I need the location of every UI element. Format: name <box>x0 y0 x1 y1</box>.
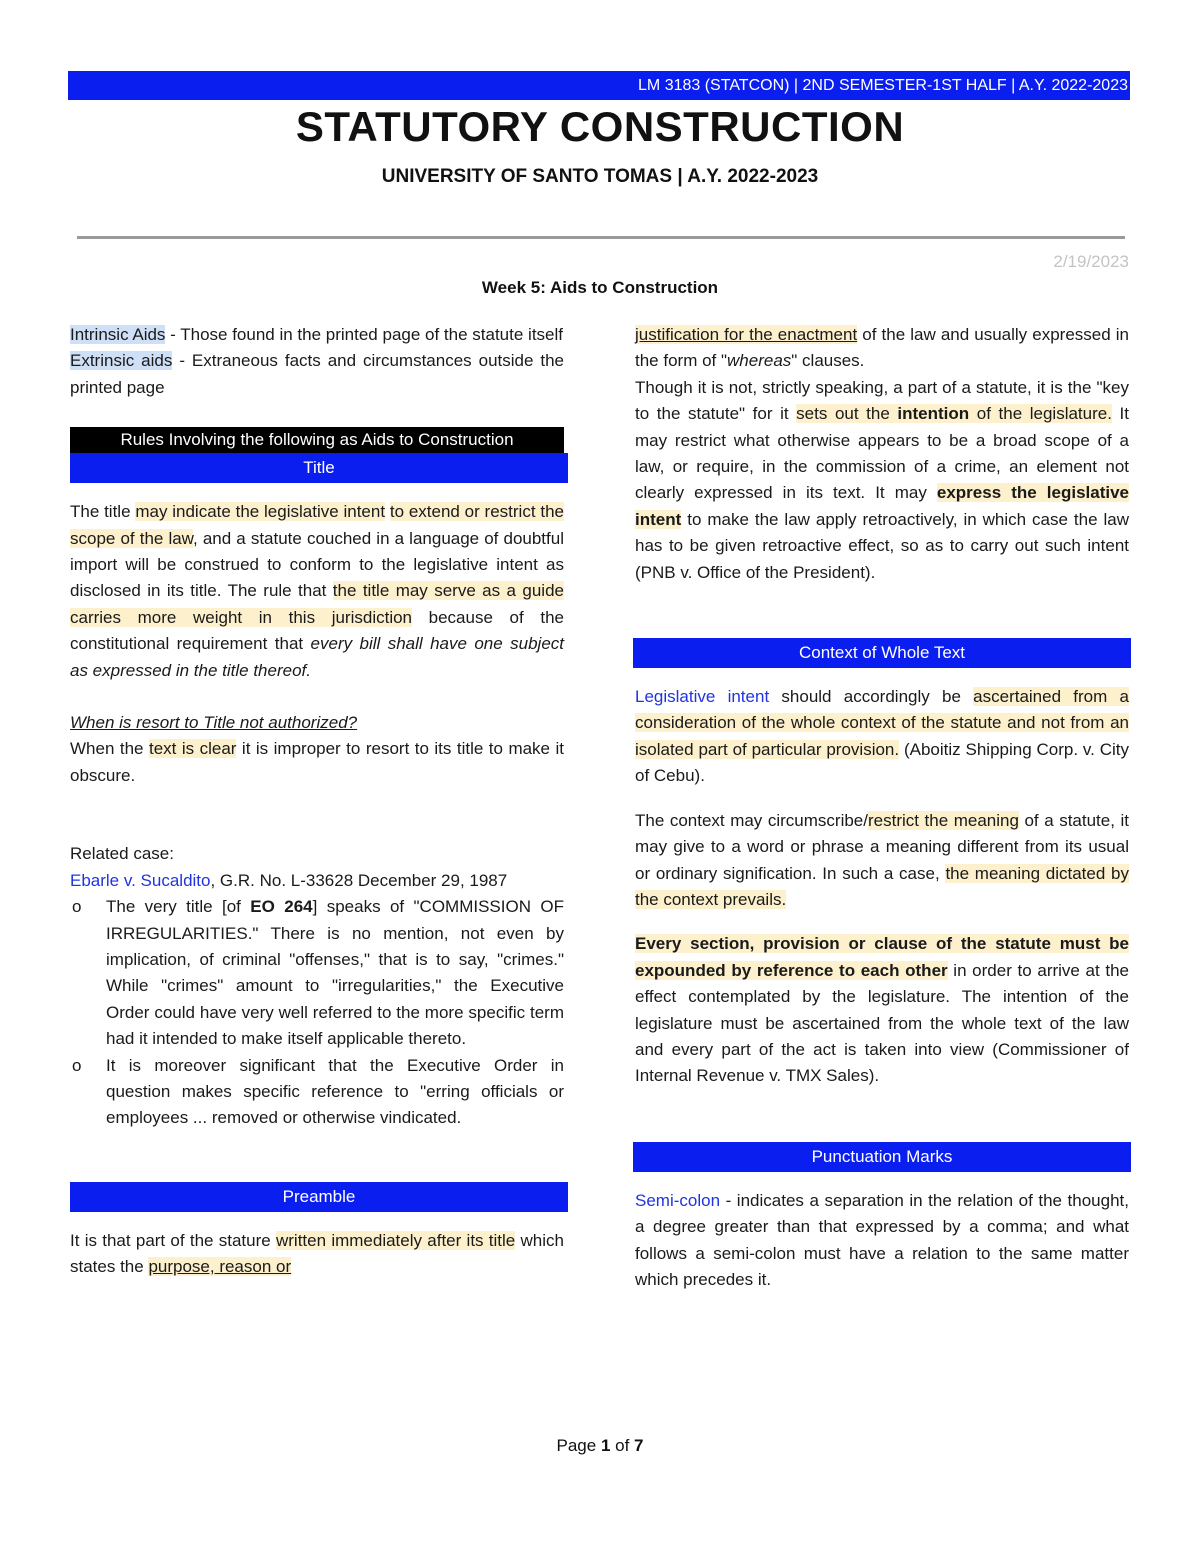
preamble-paragraph: It is that part of the stature written immediately after its title which states the purpose, reason or <box>70 1230 564 1277</box>
course-header-bar <box>68 71 1130 100</box>
rules-heading-bar: Rules Involving the following as Aids to Construction <box>70 427 564 453</box>
course-line: LM 3183 (STATCON) | 2ND SEMESTER-1ST HALF | A.Y. 2022-2023 <box>638 77 1128 94</box>
document-subtitle: UNIVERSITY OF SANTO TOMAS | A.Y. 2022-2023 <box>381 166 819 187</box>
case-bullets <box>70 894 564 1132</box>
title-paragraph: The title may indicate the legislative intent to extend or restrict the scope of the law, and a statute couched in a language of doubtful import will be construed to conform to the legislative intent as disclosed in its title. The rule that the title may serve as a guide carries more weight in this jurisdiction because of the constitutional requirement that every bill shall have one subject as expressed in the title thereof. <box>70 502 564 680</box>
extrinsic-term: Extrinsic aids <box>70 351 173 371</box>
extrinsic-aids-def: Extrinsic aids - Extraneous facts and circumstances outside the printed page <box>70 351 565 397</box>
bullet-icon: o <box>72 897 82 917</box>
preamble-section-bar: Preamble <box>70 1182 568 1212</box>
date-stamp: 2/19/2023 <box>1053 252 1129 271</box>
preamble-continuation: justification for the enactment of the law and usually expressed in the form of "whereas" clauses. <box>635 325 1129 371</box>
list-item: o It is moreover significant that the Executive Order in question makes specific reference to "erring officials or employees ... removed or otherwise vindicated. <box>70 1053 564 1132</box>
semicolon-paragraph: Semi-colon - indicates a separation in the relation of the thought, a degree greater than that expressed by a comma; and what follows a semi-colon must have a relation to the same matter which precedes it. <box>635 1190 1129 1289</box>
right-column <box>635 322 1129 1293</box>
intrinsic-aids-def: Intrinsic Aids - Those found in the printed page of the statute itself <box>70 325 563 344</box>
context-paragraph-2: The context may circumscribe/restrict the meaning of a statute, it may give to a word or phrase a meaning different from its usual or ordinary signification. In such a case, the meaning dictated by the context prevails. <box>635 810 1129 909</box>
header-divider <box>77 236 1125 239</box>
list-item: o The very title [of EO 264] speaks of "COMMISSION OF IRREGULARITIES." There is no mention, not even by implication, of criminal "offenses," that is to say, "crimes." While "crimes" amount to "irregularities," the Executive Order could have very well referred to the more specific term had it intended to make itself applicable thereto. <box>70 894 564 1052</box>
context-paragraph-3: Every section, provision or clause of the statute must be expounded by reference to each other in order to arrive at the effect contemplated by the legislature. The intention of the legislature must be ascertained from the whole text of the law and every part of the act is taken into view (Commissioner of Internal Revenue v. TMX Sales). <box>635 934 1129 1086</box>
title-section-bar: Title <box>70 453 568 483</box>
intrinsic-term: Intrinsic Aids <box>70 325 166 344</box>
document-title: STATUTORY CONSTRUCTION <box>295 103 905 150</box>
case-name: Ebarle v. Sucaldito <box>70 870 211 890</box>
related-case-label: Related case: <box>70 844 174 864</box>
context-section-bar: Context of Whole Text <box>633 638 1131 668</box>
preamble-key-paragraph: Though it is not, strictly speaking, a part of a statute, it is the "key to the statute" for it sets out the intention of the legislature. It may restrict what otherwise appears to be a broad scope of a law, or require, in the commission of a crime, an element not clearly expressed in its text. It may express the legislative intent to make the law apply retroactively, in which case the law has to be given retroactive effect, so as to carry out such intent (PNB v. Office of the President). <box>635 377 1129 582</box>
page-footer: Page 1 of 7 <box>556 1436 644 1455</box>
week-heading: Week 5: Aids to Construction <box>481 278 719 297</box>
context-paragraph-1: Legislative intent should accordingly be ascertained from a consideration of the whole context of the statute and not from an isolated part of particular provision. (Aboitiz Shipping Corp. v. City of Cebu). <box>635 687 1129 786</box>
left-column <box>70 322 564 1281</box>
resort-answer: When the text is clear it is improper to resort to its title to make it obscure. <box>70 739 564 785</box>
case-citation: Ebarle v. Sucaldito, G.R. No. L-33628 December 29, 1987 <box>70 870 508 890</box>
punctuation-section-bar: Punctuation Marks <box>633 1142 1131 1172</box>
bullet-icon: o <box>72 1055 82 1075</box>
resort-question: When is resort to Title not authorized? <box>70 713 358 733</box>
